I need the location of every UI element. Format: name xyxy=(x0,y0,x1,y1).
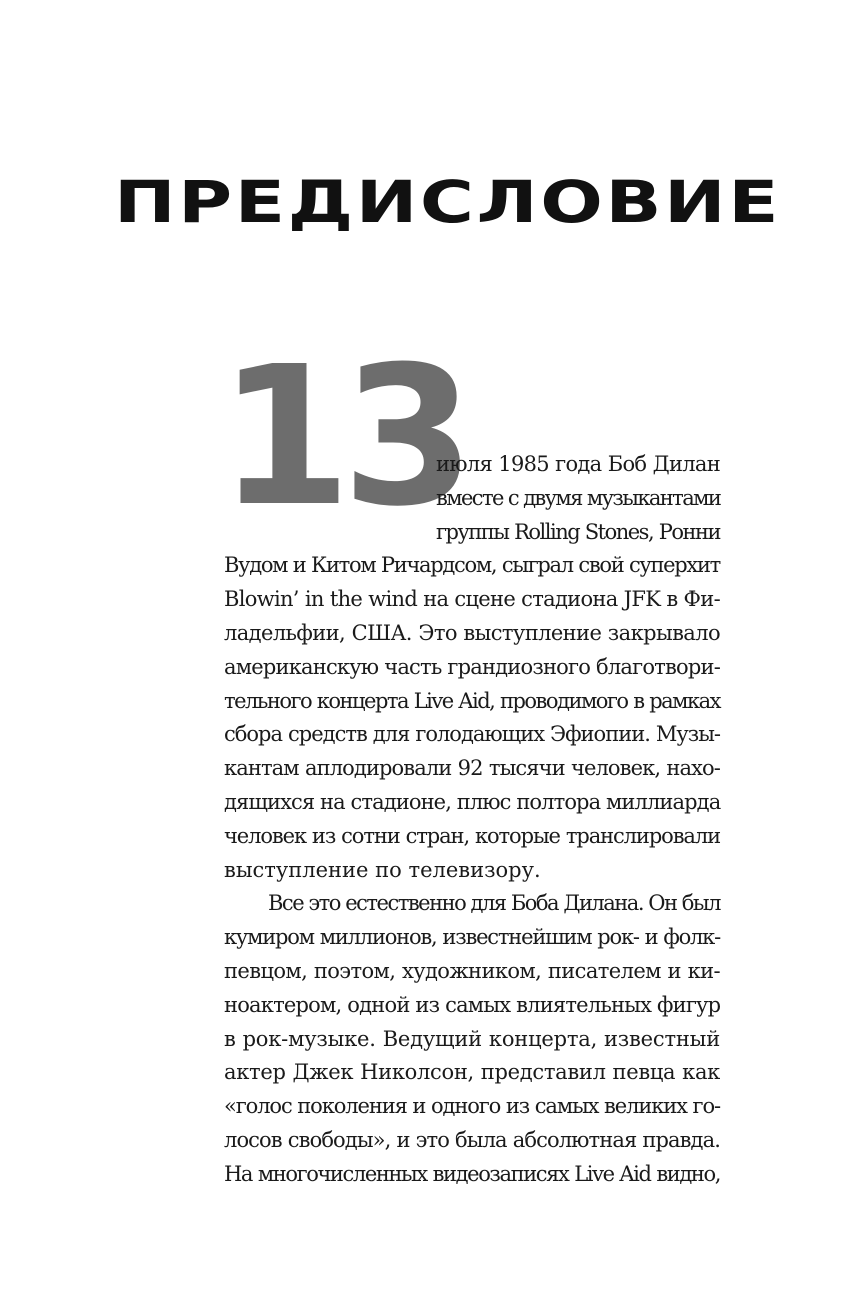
text-line: дящихся на стадионе, плюс полтора миллиарда xyxy=(224,789,721,814)
text-line: ноактером, одной из самых влиятельных фигур xyxy=(224,992,721,1017)
text-line: человек из сотни стран, которые транслировали xyxy=(224,823,720,848)
drop-cap-number: 13 xyxy=(218,326,466,549)
text-line: кантам аплодировали 92 тысячи человек, нахо- xyxy=(224,756,720,781)
text-line: певцом, поэтом, художником, писателем и ки- xyxy=(224,958,720,983)
drop-cap-adjacent-text xyxy=(436,448,720,549)
paragraph-1 xyxy=(224,549,720,887)
text-line: ладельфии, США. Это выступление закрывало xyxy=(224,620,720,645)
text-line: На многочисленных видеозаписях Live Aid видно, xyxy=(224,1161,720,1186)
text-line: в рок-музыке. Ведущий концерта, известный xyxy=(224,1026,720,1051)
text-line: кумиром миллионов, известнейшим рок- и фолк- xyxy=(224,925,720,950)
text-line: выступление по телевизору. xyxy=(224,857,541,882)
text-line: тельного концерта Live Aid, проводимого в рамках xyxy=(224,688,720,713)
text-line: Вудом и Китом Ричардсом, сыграл свой суперхит xyxy=(224,553,720,578)
text-line: американскую часть грандиозного благотвори- xyxy=(224,654,720,679)
text-line: лосов свободы», и это была абсолютная правда. xyxy=(224,1127,720,1152)
text-line: группы Rolling Stones, Ронни xyxy=(436,519,720,544)
text-line: июля 1985 года Боб Дилан xyxy=(436,452,720,476)
text-line: сбора средств для голодающих Эфиопии. Музы- xyxy=(224,722,720,747)
chapter-title: ПРЕДИСЛОВИЕ xyxy=(114,168,782,236)
text-line: актер Джек Николсон, представил певца как xyxy=(224,1060,720,1085)
paragraph-2 xyxy=(224,887,720,1191)
text-line: Blowin’ in the wind на сцене стадиона JFK в Фи- xyxy=(224,587,720,612)
text-line: «голос поколения и одного из самых великих го- xyxy=(224,1094,720,1119)
text-line: Все это естественно для Боба Дилана. Он был xyxy=(268,891,720,916)
text-line: вместе с двумя музыкантами xyxy=(436,485,721,510)
